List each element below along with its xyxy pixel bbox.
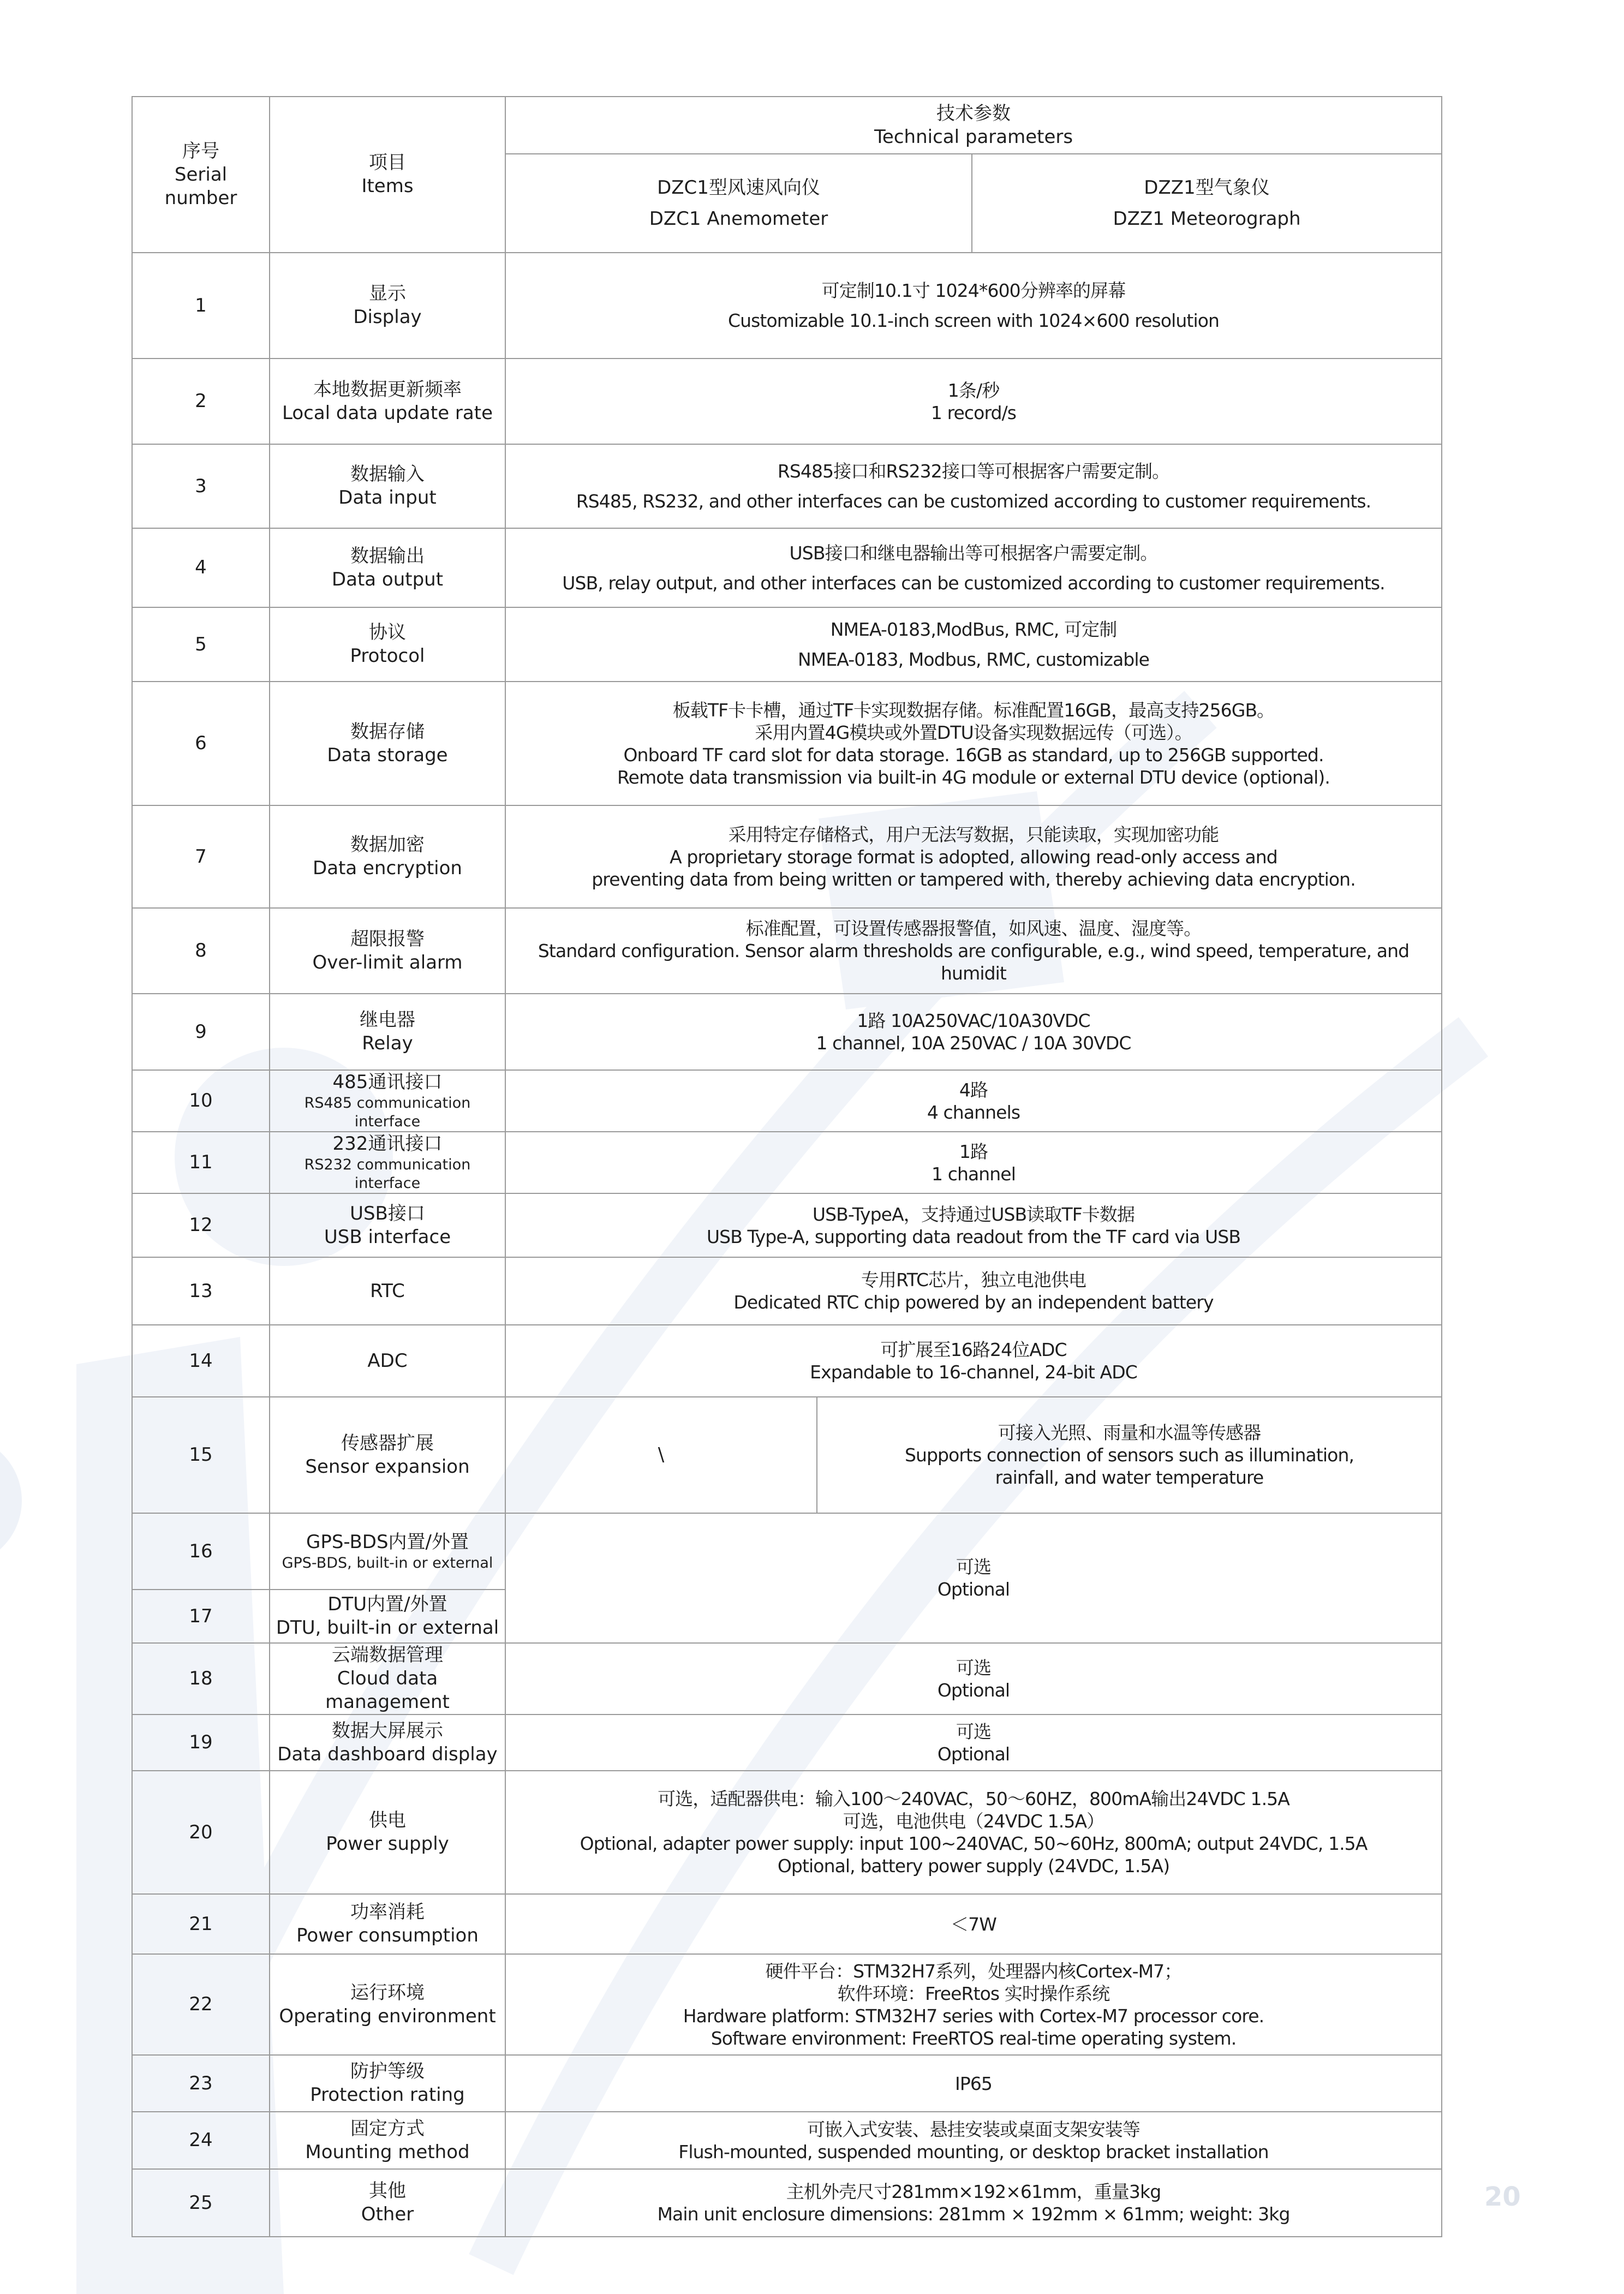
header-dzz1-en: DZZ1 Meteorograph bbox=[1113, 207, 1301, 230]
table-row bbox=[132, 1771, 1442, 1894]
row-number: 7 bbox=[132, 805, 270, 908]
row-item-en: Protocol bbox=[350, 645, 425, 667]
row-item-zh: 232通讯接口 bbox=[332, 1133, 443, 1155]
row-value-line: 可选，适配器供电：输入100～240VAC，50～60HZ，800mA输出24VDC 1.5A bbox=[658, 1788, 1289, 1809]
table-row bbox=[132, 359, 1442, 444]
row-value-line: USB Type-A, supporting data readout from the TF card via USB bbox=[706, 1226, 1241, 1247]
row-number: 18 bbox=[132, 1643, 270, 1714]
header-dzc1-en: DZC1 Anemometer bbox=[649, 207, 828, 230]
row-item bbox=[270, 1894, 505, 1954]
row-item-en: Power supply bbox=[326, 1833, 449, 1855]
row-value-line: 可选 bbox=[956, 1556, 992, 1578]
row-item-en: Power consumption bbox=[296, 1925, 479, 1946]
row-number: 10 bbox=[132, 1070, 270, 1132]
table-row bbox=[132, 1257, 1442, 1325]
row-item bbox=[270, 1954, 505, 2055]
row-value-line: Dedicated RTC chip powered by an independent battery bbox=[733, 1292, 1214, 1313]
header-tech-en: Technical parameters bbox=[874, 126, 1073, 148]
row-value-line: 板载TF卡卡槽，通过TF卡实现数据存储。标准配置16GB，最高支持256GB。 bbox=[672, 699, 1275, 721]
row-value bbox=[505, 2055, 1442, 2112]
table-row bbox=[132, 908, 1442, 994]
row-item-zh: 继电器 bbox=[360, 1009, 415, 1031]
row-value-line: Hardware platform: STM32H7 series with Cortex-M7 processor core. bbox=[683, 2005, 1264, 2027]
row-value-line: IP65 bbox=[954, 2072, 993, 2094]
row-item-en: Other bbox=[361, 2203, 414, 2225]
row-number: 21 bbox=[132, 1894, 270, 1954]
row-value-line: Optional bbox=[937, 1579, 1010, 1600]
row-value-line: 硬件平台：STM32H7系列，处理器内核Cortex-M7； bbox=[765, 1960, 1182, 1982]
row-value-line: 1路 bbox=[959, 1140, 988, 1162]
row-item-en: Display bbox=[353, 306, 422, 328]
row-value-line: 可接入光照、雨量和水温等传感器 bbox=[998, 1422, 1261, 1443]
row-item bbox=[270, 2055, 505, 2112]
spec-table-container bbox=[132, 96, 1441, 2237]
row-number: 13 bbox=[132, 1257, 270, 1325]
row-item-zh: 其他 bbox=[369, 2180, 406, 2202]
row-value-line: 软件环境：FreeRtos 实时操作系统 bbox=[837, 1982, 1110, 2004]
row-item bbox=[270, 682, 505, 805]
row-value-line: 采用内置4G模块或外置DTU设备实现数据远传（可选）。 bbox=[755, 721, 1192, 743]
row-value-line: 1 record/s bbox=[930, 402, 1017, 423]
row-item-zh: 数据存储 bbox=[350, 720, 425, 743]
row-value-line: 可扩展至16路24位ADC bbox=[880, 1339, 1067, 1360]
row-value-line: USB, relay output, and other interfaces can be customized according to customer requirements. bbox=[562, 572, 1385, 594]
row-value-line: A proprietary storage format is adopted, allowing read-only access and bbox=[670, 846, 1277, 868]
row-value-line: Remote data transmission via built-in 4G module or external DTU device (optional). bbox=[617, 766, 1330, 788]
row-number: 12 bbox=[132, 1193, 270, 1257]
page-number: 20 bbox=[1484, 2182, 1521, 2212]
row-value bbox=[505, 1193, 1442, 1257]
row-item-zh: 数据大屏展示 bbox=[332, 1719, 443, 1742]
row-value-line: 主机外壳尺寸281mm×192×61mm，重量3kg bbox=[786, 2181, 1161, 2202]
spec-table bbox=[132, 96, 1442, 2237]
row-item-en: Protection rating bbox=[310, 2084, 465, 2106]
row-value bbox=[505, 1070, 1442, 1132]
row-value-line: USB接口和继电器输出等可根据客户需要定制。 bbox=[789, 542, 1158, 564]
row-value bbox=[505, 908, 1442, 994]
row-number: 25 bbox=[132, 2169, 270, 2237]
row-item-en: Data storage bbox=[327, 744, 448, 766]
row-number: 8 bbox=[132, 908, 270, 994]
row-value bbox=[505, 359, 1442, 444]
header-dzz1-cell bbox=[972, 154, 1442, 253]
row-value bbox=[505, 1771, 1442, 1894]
row-item bbox=[270, 253, 505, 359]
header-items-cell bbox=[270, 97, 505, 253]
row-item-en: Data encryption bbox=[313, 857, 462, 879]
row-item bbox=[270, 1070, 505, 1132]
row-item-en: Data output bbox=[331, 568, 444, 590]
row-number: 6 bbox=[132, 682, 270, 805]
row-value bbox=[505, 607, 1442, 682]
row-item bbox=[270, 805, 505, 908]
row-item-en: Operating environment bbox=[279, 2005, 496, 2027]
table-row bbox=[132, 1894, 1442, 1954]
row-value-line: rainfall, and water temperature bbox=[995, 1467, 1264, 1488]
row-item-zh: 防护等级 bbox=[350, 2060, 425, 2082]
row-value-line: 可选 bbox=[956, 1720, 992, 1742]
row-item bbox=[270, 1513, 505, 1590]
row-number: 15 bbox=[132, 1397, 270, 1513]
row-item-zh: 485通讯接口 bbox=[332, 1071, 443, 1093]
row-value bbox=[505, 2169, 1442, 2237]
row-item-en: Over-limit alarm bbox=[312, 951, 463, 973]
row-value bbox=[505, 1894, 1442, 1954]
row-value bbox=[505, 1257, 1442, 1325]
row-value-line: 1 channel, 10A 250VAC / 10A 30VDC bbox=[816, 1032, 1131, 1054]
row-item bbox=[270, 1643, 505, 1714]
row-item-zh: 数据输出 bbox=[350, 545, 425, 567]
table-row bbox=[132, 1070, 1442, 1132]
row-value bbox=[505, 1714, 1442, 1771]
row-number: 20 bbox=[132, 1771, 270, 1894]
row-item-zh: 协议 bbox=[369, 622, 406, 643]
row-value-line: 采用特定存储格式，用户无法写数据，只能读取，实现加密功能 bbox=[728, 823, 1219, 845]
row-value-line: 1路 10A250VAC/10A30VDC bbox=[857, 1010, 1090, 1031]
row-item-zh: 运行环境 bbox=[350, 1981, 425, 2004]
row-value-line: preventing data from being written or tampered with, thereby achieving data encryption. bbox=[592, 868, 1356, 890]
row-value-line: 标准配置，可设置传感器报警值，如风速、温度、湿度等。 bbox=[745, 918, 1202, 939]
row-item-en: Local data update rate bbox=[282, 402, 493, 424]
row-value-line: RS485接口和RS232接口等可根据客户需要定制。 bbox=[777, 461, 1170, 482]
row-value-line: Supports connection of sensors such as illumination, bbox=[904, 1444, 1354, 1466]
row-value-line: Optional, adapter power supply: input 100~240VAC, 50~60Hz, 800mA; output 24VDC, 1.5A bbox=[580, 1833, 1368, 1854]
row-number: 4 bbox=[132, 528, 270, 607]
row-number: 5 bbox=[132, 607, 270, 682]
table-row bbox=[132, 1643, 1442, 1714]
row-item bbox=[270, 607, 505, 682]
row-item bbox=[270, 1132, 505, 1193]
row-item bbox=[270, 1714, 505, 1771]
header-dzc1-zh: DZC1型风速风向仪 bbox=[657, 176, 820, 199]
row-value-line: Flush-mounted, suspended mounting, or desktop bracket installation bbox=[678, 2141, 1269, 2162]
row-value bbox=[505, 2112, 1442, 2169]
row-item-zh: USB接口 bbox=[350, 1202, 425, 1224]
row-value-line: 4路 bbox=[959, 1079, 988, 1101]
row-item bbox=[270, 2169, 505, 2237]
row-item-en: RS232 communication interface bbox=[304, 1156, 471, 1192]
table-row bbox=[132, 528, 1442, 607]
row-item-en: RS485 communication interface bbox=[304, 1095, 471, 1130]
row-value bbox=[505, 805, 1442, 908]
row-value bbox=[505, 1132, 1442, 1193]
row-number: 24 bbox=[132, 2112, 270, 2169]
row-value-line: Software environment: FreeRTOS real-time operating system. bbox=[710, 2027, 1237, 2049]
row-item-en: Relay bbox=[362, 1032, 413, 1054]
row-item-zh: 云端数据管理 bbox=[332, 1644, 443, 1666]
row-number: 22 bbox=[132, 1954, 270, 2055]
header-items-zh: 项目 bbox=[369, 152, 406, 174]
row-value-line: 可选，电池供电（24VDC 1.5A） bbox=[843, 1811, 1104, 1832]
row-number: 3 bbox=[132, 444, 270, 528]
table-row bbox=[132, 1397, 1442, 1513]
table-row bbox=[132, 1954, 1442, 2055]
row-number: 19 bbox=[132, 1714, 270, 1771]
row-item-en: ADC bbox=[367, 1349, 408, 1372]
table-row bbox=[132, 1513, 1442, 1590]
header-serial-cell bbox=[132, 97, 270, 253]
row-item-zh: 显示 bbox=[369, 283, 406, 304]
row-item bbox=[270, 994, 505, 1070]
row-number: 14 bbox=[132, 1325, 270, 1397]
row-item bbox=[270, 1257, 505, 1325]
row-value-line: Standard configuration. Sensor alarm thresholds are configurable, e.g., wind speed, temperature, and humidit bbox=[538, 940, 1410, 984]
row-item-zh: 功率消耗 bbox=[350, 1901, 425, 1923]
row-item-en: DTU, built-in or external bbox=[276, 1617, 499, 1639]
table-row bbox=[132, 1193, 1442, 1257]
table-row bbox=[132, 805, 1442, 908]
row-value bbox=[505, 994, 1442, 1070]
row-item-en: Cloud data management bbox=[325, 1668, 450, 1713]
table-row bbox=[132, 994, 1442, 1070]
row-item-en: Sensor expansion bbox=[305, 1455, 470, 1478]
row-value bbox=[505, 682, 1442, 805]
header-row-1 bbox=[132, 97, 1442, 154]
row-value-line: RS485, RS232, and other interfaces can be customized according to customer requirements. bbox=[576, 491, 1371, 512]
table-row bbox=[132, 444, 1442, 528]
row-value-line: ＜7W bbox=[951, 1913, 996, 1935]
row-value-line: 可选 bbox=[956, 1657, 992, 1678]
header-items-en: Items bbox=[361, 175, 414, 197]
row-value-line: Expandable to 16-channel, 24-bit ADC bbox=[810, 1361, 1137, 1383]
row-item-en: GPS-BDS, built-in or external bbox=[282, 1554, 493, 1572]
row-value bbox=[505, 1954, 1442, 2055]
row-item-zh: 超限报警 bbox=[350, 928, 425, 950]
row-value-line: Optional bbox=[937, 1679, 1010, 1701]
header-dzz1-zh: DZZ1型气象仪 bbox=[1144, 176, 1270, 199]
row-item bbox=[270, 1771, 505, 1894]
row-value-line: 4 channels bbox=[927, 1101, 1020, 1123]
row-value-line: 专用RTC芯片，独立电池供电 bbox=[861, 1269, 1086, 1291]
table-row bbox=[132, 1325, 1442, 1397]
row-item-en: Mounting method bbox=[305, 2141, 470, 2163]
row-value bbox=[505, 1643, 1442, 1714]
header-tech-zh: 技术参数 bbox=[936, 102, 1011, 124]
row-item bbox=[270, 359, 505, 444]
header-serial-zh: 序号 bbox=[182, 140, 219, 162]
row-value-line: USB-TypeA，支持通过USB读取TF卡数据 bbox=[812, 1203, 1135, 1225]
row-item-zh: 固定方式 bbox=[350, 2117, 425, 2140]
row-number: 1 bbox=[132, 253, 270, 359]
header-tech-cell bbox=[505, 97, 1442, 154]
row-number: 17 bbox=[132, 1590, 270, 1643]
row-item bbox=[270, 1397, 505, 1513]
row-value-line: Main unit enclosure dimensions: 281mm × 192mm × 61mm; weight: 3kg bbox=[657, 2203, 1290, 2225]
row-value-line: Optional bbox=[937, 1743, 1010, 1765]
row-value-dzz1 bbox=[817, 1397, 1442, 1513]
row-item-zh: 传感器扩展 bbox=[341, 1432, 434, 1454]
row-value-line: 1条/秒 bbox=[947, 379, 1000, 401]
table-row bbox=[132, 2055, 1442, 2112]
row-number: 23 bbox=[132, 2055, 270, 2112]
row-value-dzc1: \ bbox=[505, 1397, 817, 1513]
row-number: 11 bbox=[132, 1132, 270, 1193]
table-row bbox=[132, 1714, 1442, 1771]
row-item-zh: 数据加密 bbox=[350, 834, 425, 856]
row-item-en: USB interface bbox=[324, 1226, 451, 1248]
row-value-line: NMEA-0183,ModBus, RMC, 可定制 bbox=[830, 619, 1117, 640]
row-value-line: Optional, battery power supply (24VDC, 1.5A) bbox=[777, 1855, 1170, 1877]
header-dzc1-cell bbox=[505, 154, 972, 253]
row-item-en: Data input bbox=[338, 487, 437, 509]
row-value-line: Onboard TF card slot for data storage. 16GB as standard, up to 256GB supported. bbox=[623, 744, 1324, 766]
row-item-zh: 供电 bbox=[369, 1809, 406, 1831]
table-row bbox=[132, 607, 1442, 682]
row-value-line: 1 channel bbox=[932, 1163, 1016, 1185]
row-item bbox=[270, 1325, 505, 1397]
row-item-zh: 本地数据更新频率 bbox=[313, 378, 462, 401]
row-item bbox=[270, 2112, 505, 2169]
row-item bbox=[270, 528, 505, 607]
row-value bbox=[505, 1325, 1442, 1397]
row-number: 2 bbox=[132, 359, 270, 444]
row-value-line: 可定制10.1寸 1024*600分辨率的屏幕 bbox=[821, 280, 1126, 301]
row-item-en: RTC bbox=[370, 1280, 405, 1302]
row-item-zh: GPS-BDS内置/外置 bbox=[306, 1531, 469, 1553]
row-item bbox=[270, 444, 505, 528]
row-item bbox=[270, 908, 505, 994]
row-number: 9 bbox=[132, 994, 270, 1070]
row-value bbox=[505, 528, 1442, 607]
table-row bbox=[132, 253, 1442, 359]
table-row bbox=[132, 2112, 1442, 2169]
row-value-line: Customizable 10.1-inch screen with 1024×600 resolution bbox=[727, 310, 1220, 331]
row-item bbox=[270, 1590, 505, 1643]
table-row bbox=[132, 682, 1442, 805]
row-item-zh: 数据输入 bbox=[350, 463, 425, 485]
table-row bbox=[132, 2169, 1442, 2237]
header-serial-en: Serial number bbox=[164, 163, 237, 209]
row-item-en: Data dashboard display bbox=[277, 1743, 498, 1765]
row-value bbox=[505, 1513, 1442, 1643]
row-value bbox=[505, 444, 1442, 528]
row-value bbox=[505, 253, 1442, 359]
row-value-line: NMEA-0183, Modbus, RMC, customizable bbox=[797, 649, 1150, 670]
row-number: 16 bbox=[132, 1513, 270, 1590]
table-row bbox=[132, 1132, 1442, 1193]
row-item-zh: DTU内置/外置 bbox=[327, 1593, 447, 1615]
row-value-line: 可嵌入式安装、悬挂安装或桌面支架安装等 bbox=[807, 2118, 1140, 2140]
row-item bbox=[270, 1193, 505, 1257]
